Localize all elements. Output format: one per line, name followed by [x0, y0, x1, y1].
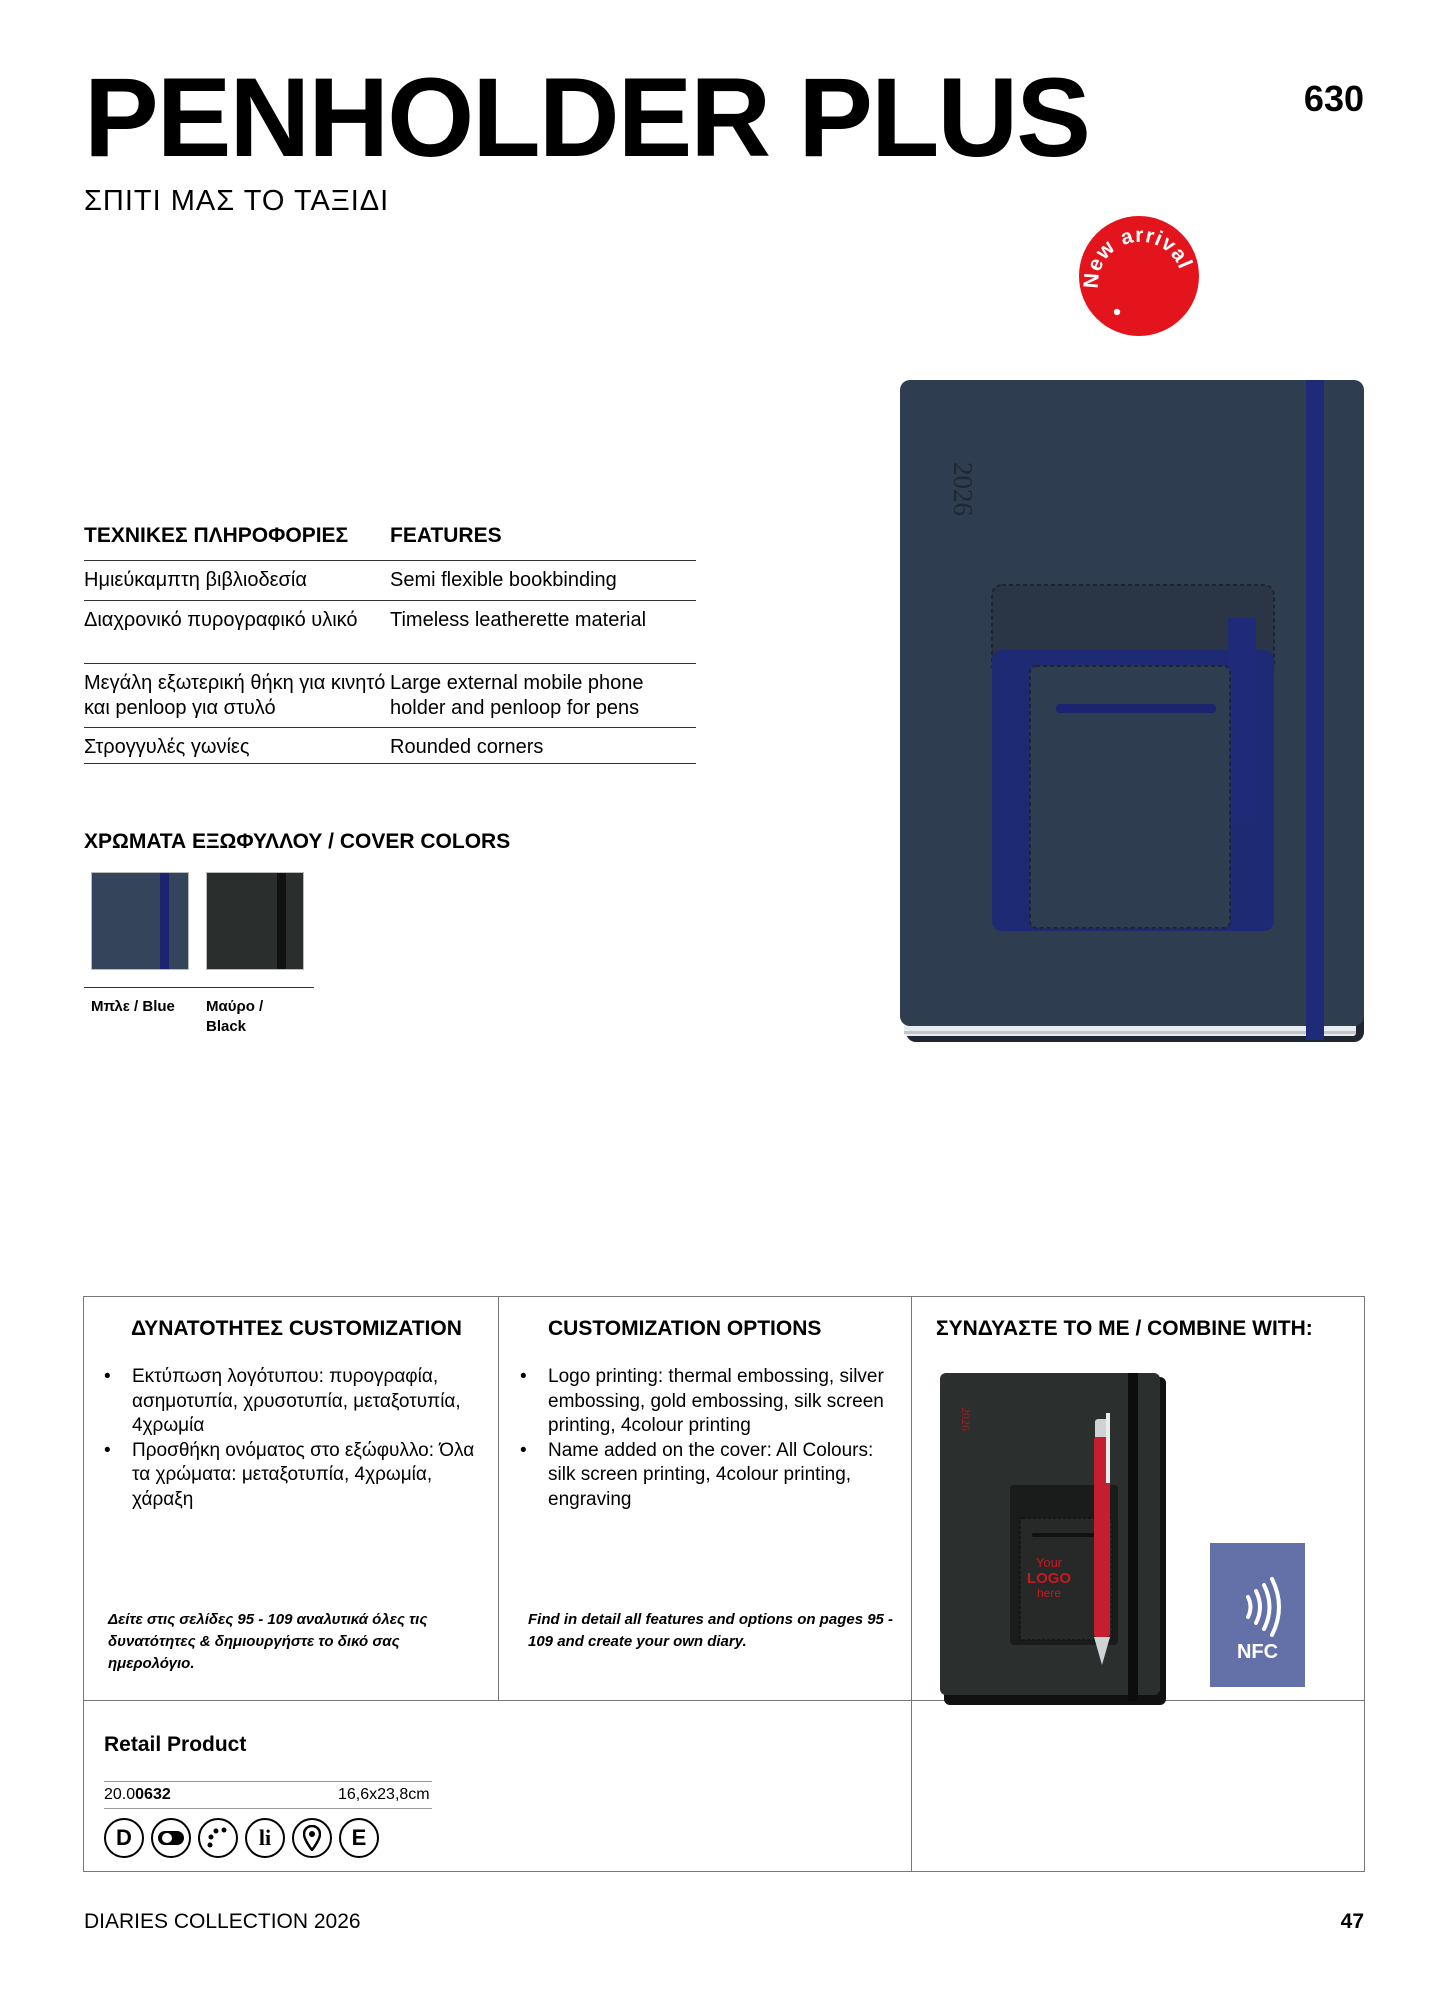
subtitle: ΣΠΙΤΙ ΜΑΣ ΤΟ ΤΑΞΙΔΙ [84, 185, 390, 217]
specs-english-title: FEATURES [390, 524, 696, 561]
logo-placeholder-here: here [1036, 1586, 1062, 1600]
customization-english-list [520, 1365, 898, 1512]
toggle-icon [151, 1818, 191, 1858]
swatch-blue [91, 872, 189, 970]
list-item: • Εκτύπωση λογότυπου: πυρογραφία, ασημοτυπία, χρυσοτυπία, μεταξοτυπία, 4χρωμία [104, 1365, 479, 1439]
cover-colors-title: ΧΡΩΜΑΤΑ ΕΞΩΦΥΛΛΟΥ / COVER COLORS [84, 830, 511, 853]
list-item: • Προσθήκη ονόματος στο εξώφυλλο: Όλα τα χρώματα: μεταξοτυπία, 4χρωμία, χάραξη [104, 1439, 479, 1513]
nfc-icon [1210, 1567, 1305, 1647]
footer-collection: DIARIES COLLECTION 2026 [84, 1910, 361, 1933]
location-pin-icon [292, 1818, 332, 1858]
specs-english-column [390, 524, 696, 764]
list-item: • Logo printing: thermal embossing, silver embossing, gold embossing, silk screen printing, 4colour printing [520, 1365, 898, 1439]
spec-row-en: Semi flexible bookbinding [390, 561, 696, 601]
swatch-black [206, 872, 304, 970]
e-icon: E [339, 1818, 379, 1858]
badge-text: New arrival [1079, 223, 1197, 290]
customization-english-note: Find in detail all features and options on pages 95 - 109 and create your own diary. [528, 1611, 894, 1650]
swatch-label-black: Μαύρο / Black [206, 998, 264, 1035]
new-arrival-badge [1077, 214, 1201, 338]
product-code: 20.00632 [104, 1786, 171, 1803]
nfc-tag [1210, 1543, 1305, 1687]
product-diary-image [900, 380, 1364, 1046]
spec-row-gr: Ημιεύκαμπτη βιβλιοδεσία [84, 561, 390, 601]
spec-row-gr: Μεγάλη εξωτερική θήκη για κινητό και penloop για στυλό [84, 664, 390, 728]
customization-box [83, 1296, 1365, 1872]
list-item: • Name added on the cover: All Colours: silk screen printing, 4colour printing, engraving [520, 1439, 898, 1513]
logo-placeholder-your: Your [1035, 1555, 1063, 1570]
spec-row-en: Large external mobile phone holder and penloop for pens [390, 664, 696, 728]
spec-row-en: Timeless leatherette material [390, 601, 696, 664]
spec-row-gr: Στρογγυλές γωνίες [84, 728, 390, 764]
customization-greek-list [104, 1365, 479, 1512]
page-code: 630 [1303, 78, 1364, 119]
page-number: 47 [1340, 1910, 1364, 1933]
elastic-band [1306, 380, 1324, 1040]
diary-year: 2026 [948, 462, 978, 516]
combine-diary-image [940, 1373, 1166, 1707]
divider [84, 987, 314, 988]
dots-icon [198, 1818, 238, 1858]
swatch-label-blue: Μπλε / Blue [91, 998, 175, 1015]
combine-diary-year: 2026 [959, 1407, 973, 1431]
logo-placeholder-logo: LOGO [1026, 1570, 1072, 1587]
customization-greek-title: ΔΥΝΑΤΟΤΗΤΕΣ CUSTOMIZATION [131, 1317, 462, 1340]
spec-row-en: Rounded corners [390, 728, 696, 764]
d-icon: D [104, 1818, 144, 1858]
divider [104, 1781, 432, 1782]
combine-title: ΣΥΝΔΥΑΣΤΕ ΤΟ ΜΕ / COMBINE WITH: [936, 1317, 1313, 1340]
nfc-label: NFC [1236, 1641, 1279, 1663]
li-icon: li [245, 1818, 285, 1858]
specs-greek-column [84, 524, 390, 764]
customization-greek-note: Δείτε στις σελίδες 95 - 109 αναλυτικά όλες τις δυνατότητες & δημιουργήστε το δικό σας ημερολόγιο. [108, 1611, 428, 1672]
divider [104, 1808, 432, 1809]
product-dimensions: 16,6x23,8cm [338, 1786, 430, 1803]
specs-greek-title: ΤΕΧΝΙΚΕΣ ΠΛΗΡΟΦΟΡΙΕΣ [84, 524, 390, 561]
retail-title: Retail Product [104, 1733, 247, 1756]
page-title: PENHOLDER PLUS [84, 55, 1089, 180]
customization-english-title: CUSTOMIZATION OPTIONS [548, 1317, 822, 1340]
spec-row-gr: Διαχρονικό πυρογραφικό υλικό [84, 601, 390, 664]
